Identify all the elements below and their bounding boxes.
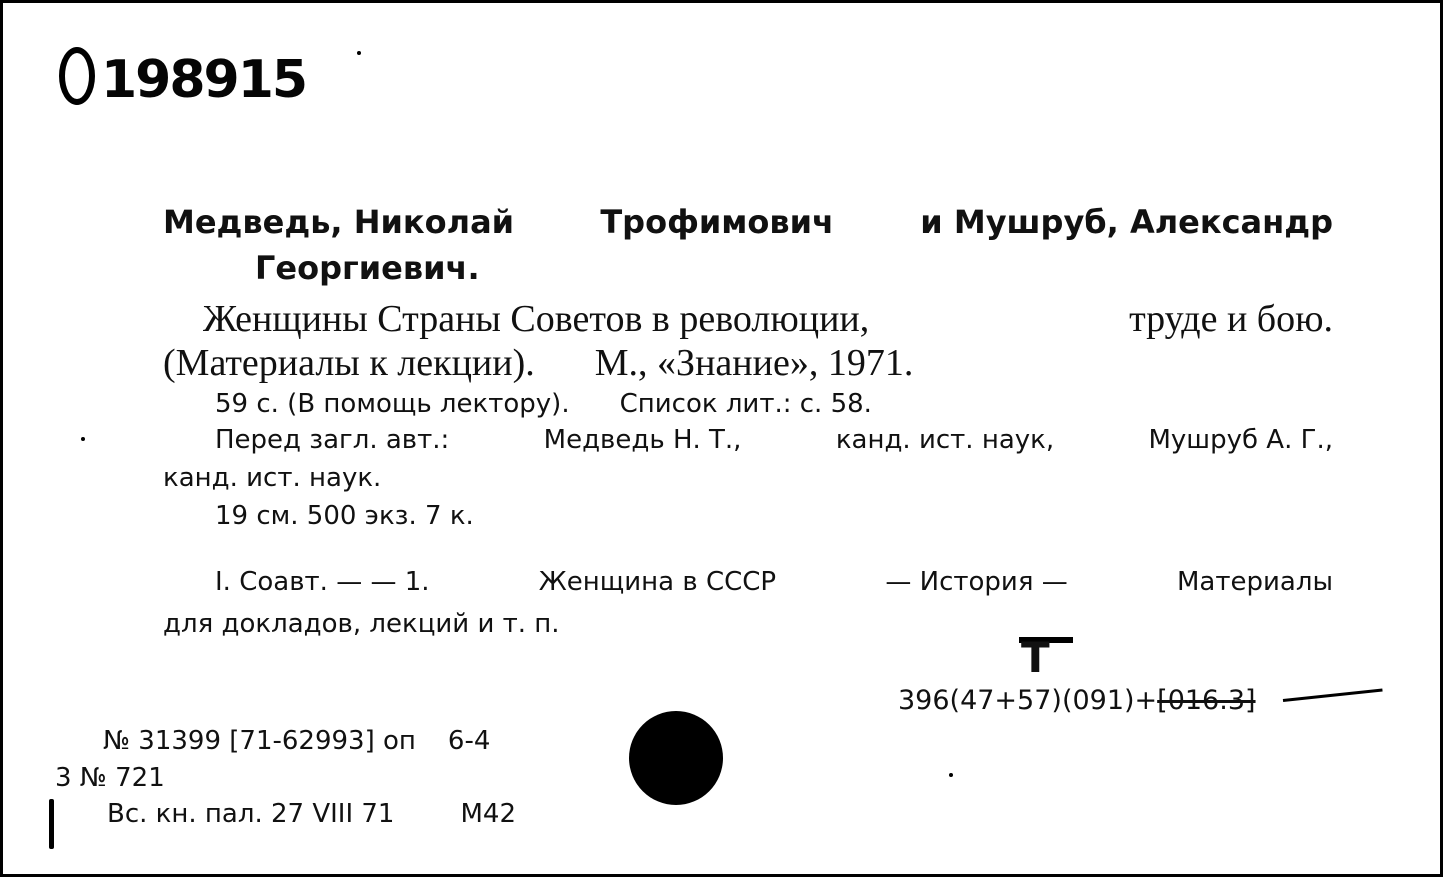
author-heading (163, 203, 1333, 241)
subject-headings (215, 567, 1333, 597)
udc-struck: [016.3] (1157, 685, 1256, 716)
t-mark: Т (1021, 633, 1050, 682)
subject-part4: Материалы (1176, 567, 1333, 597)
udc-strike-tail (1283, 689, 1383, 702)
authors-note-continued: канд. ист. наук. (163, 463, 382, 493)
author-heading-continued: Георгиевич. (255, 249, 480, 287)
order-line (103, 726, 490, 756)
z-number-line: 3 № 721 (55, 763, 165, 793)
authors-note (215, 425, 1333, 455)
authors-note-part1: Перед загл. авт.: (215, 425, 450, 455)
imprint: М., «Знание», 1971. (594, 342, 914, 384)
pages-series: 59 с. (В помощь лектору). (215, 389, 570, 419)
speck-dot (357, 51, 361, 55)
udc-classification (898, 685, 1256, 716)
speck-dot (81, 437, 85, 441)
author-name-part2: Трофимович (600, 203, 835, 241)
author-name-part3: и Мушруб, Александр (920, 203, 1333, 241)
inventory-number-text: 198915 (101, 50, 307, 110)
title-line (203, 297, 1333, 341)
title-part2: труде и бою. (1129, 298, 1333, 340)
author-name-part1: Медведь, Николай (163, 203, 515, 241)
subject-headings-continued: для докладов, лекций и т. п. (163, 609, 560, 639)
bracket-mark (49, 799, 54, 849)
order-code: 6-4 (447, 726, 491, 756)
card-punch-hole (629, 711, 723, 805)
udc-main: 396(47+57)(091)+ (898, 685, 1158, 716)
authors-note-part4: Мушруб А. Г., (1148, 425, 1333, 455)
book-chamber-line (107, 799, 516, 829)
speck-dot (949, 773, 953, 777)
inventory-number (59, 47, 306, 110)
title-note: (Материалы к лекции). (163, 342, 535, 384)
subject-part3: — История — (885, 567, 1068, 597)
size-print-run-price: 19 см. 500 экз. 7 к. (215, 501, 474, 531)
subject-part2: Женщина в СССР (538, 567, 777, 597)
order-number: № 31399 [71-62993] оп (103, 726, 416, 756)
book-chamber-code: М42 (460, 799, 516, 829)
book-chamber-text: Вс. кн. пал. 27 VIII 71 (107, 799, 395, 829)
bibliography-note: Список лит.: с. 58. (619, 389, 872, 419)
title-part1: Женщины Страны Советов в революции, (203, 298, 870, 340)
authors-note-part3: канд. ист. наук, (835, 425, 1055, 455)
authors-note-part2: Медведь Н. Т., (543, 425, 742, 455)
subject-part1: I. Соавт. — — 1. (215, 567, 430, 597)
inventory-stamp-mark (59, 47, 95, 105)
title-note-and-imprint (163, 341, 913, 385)
collation-line (215, 389, 872, 419)
